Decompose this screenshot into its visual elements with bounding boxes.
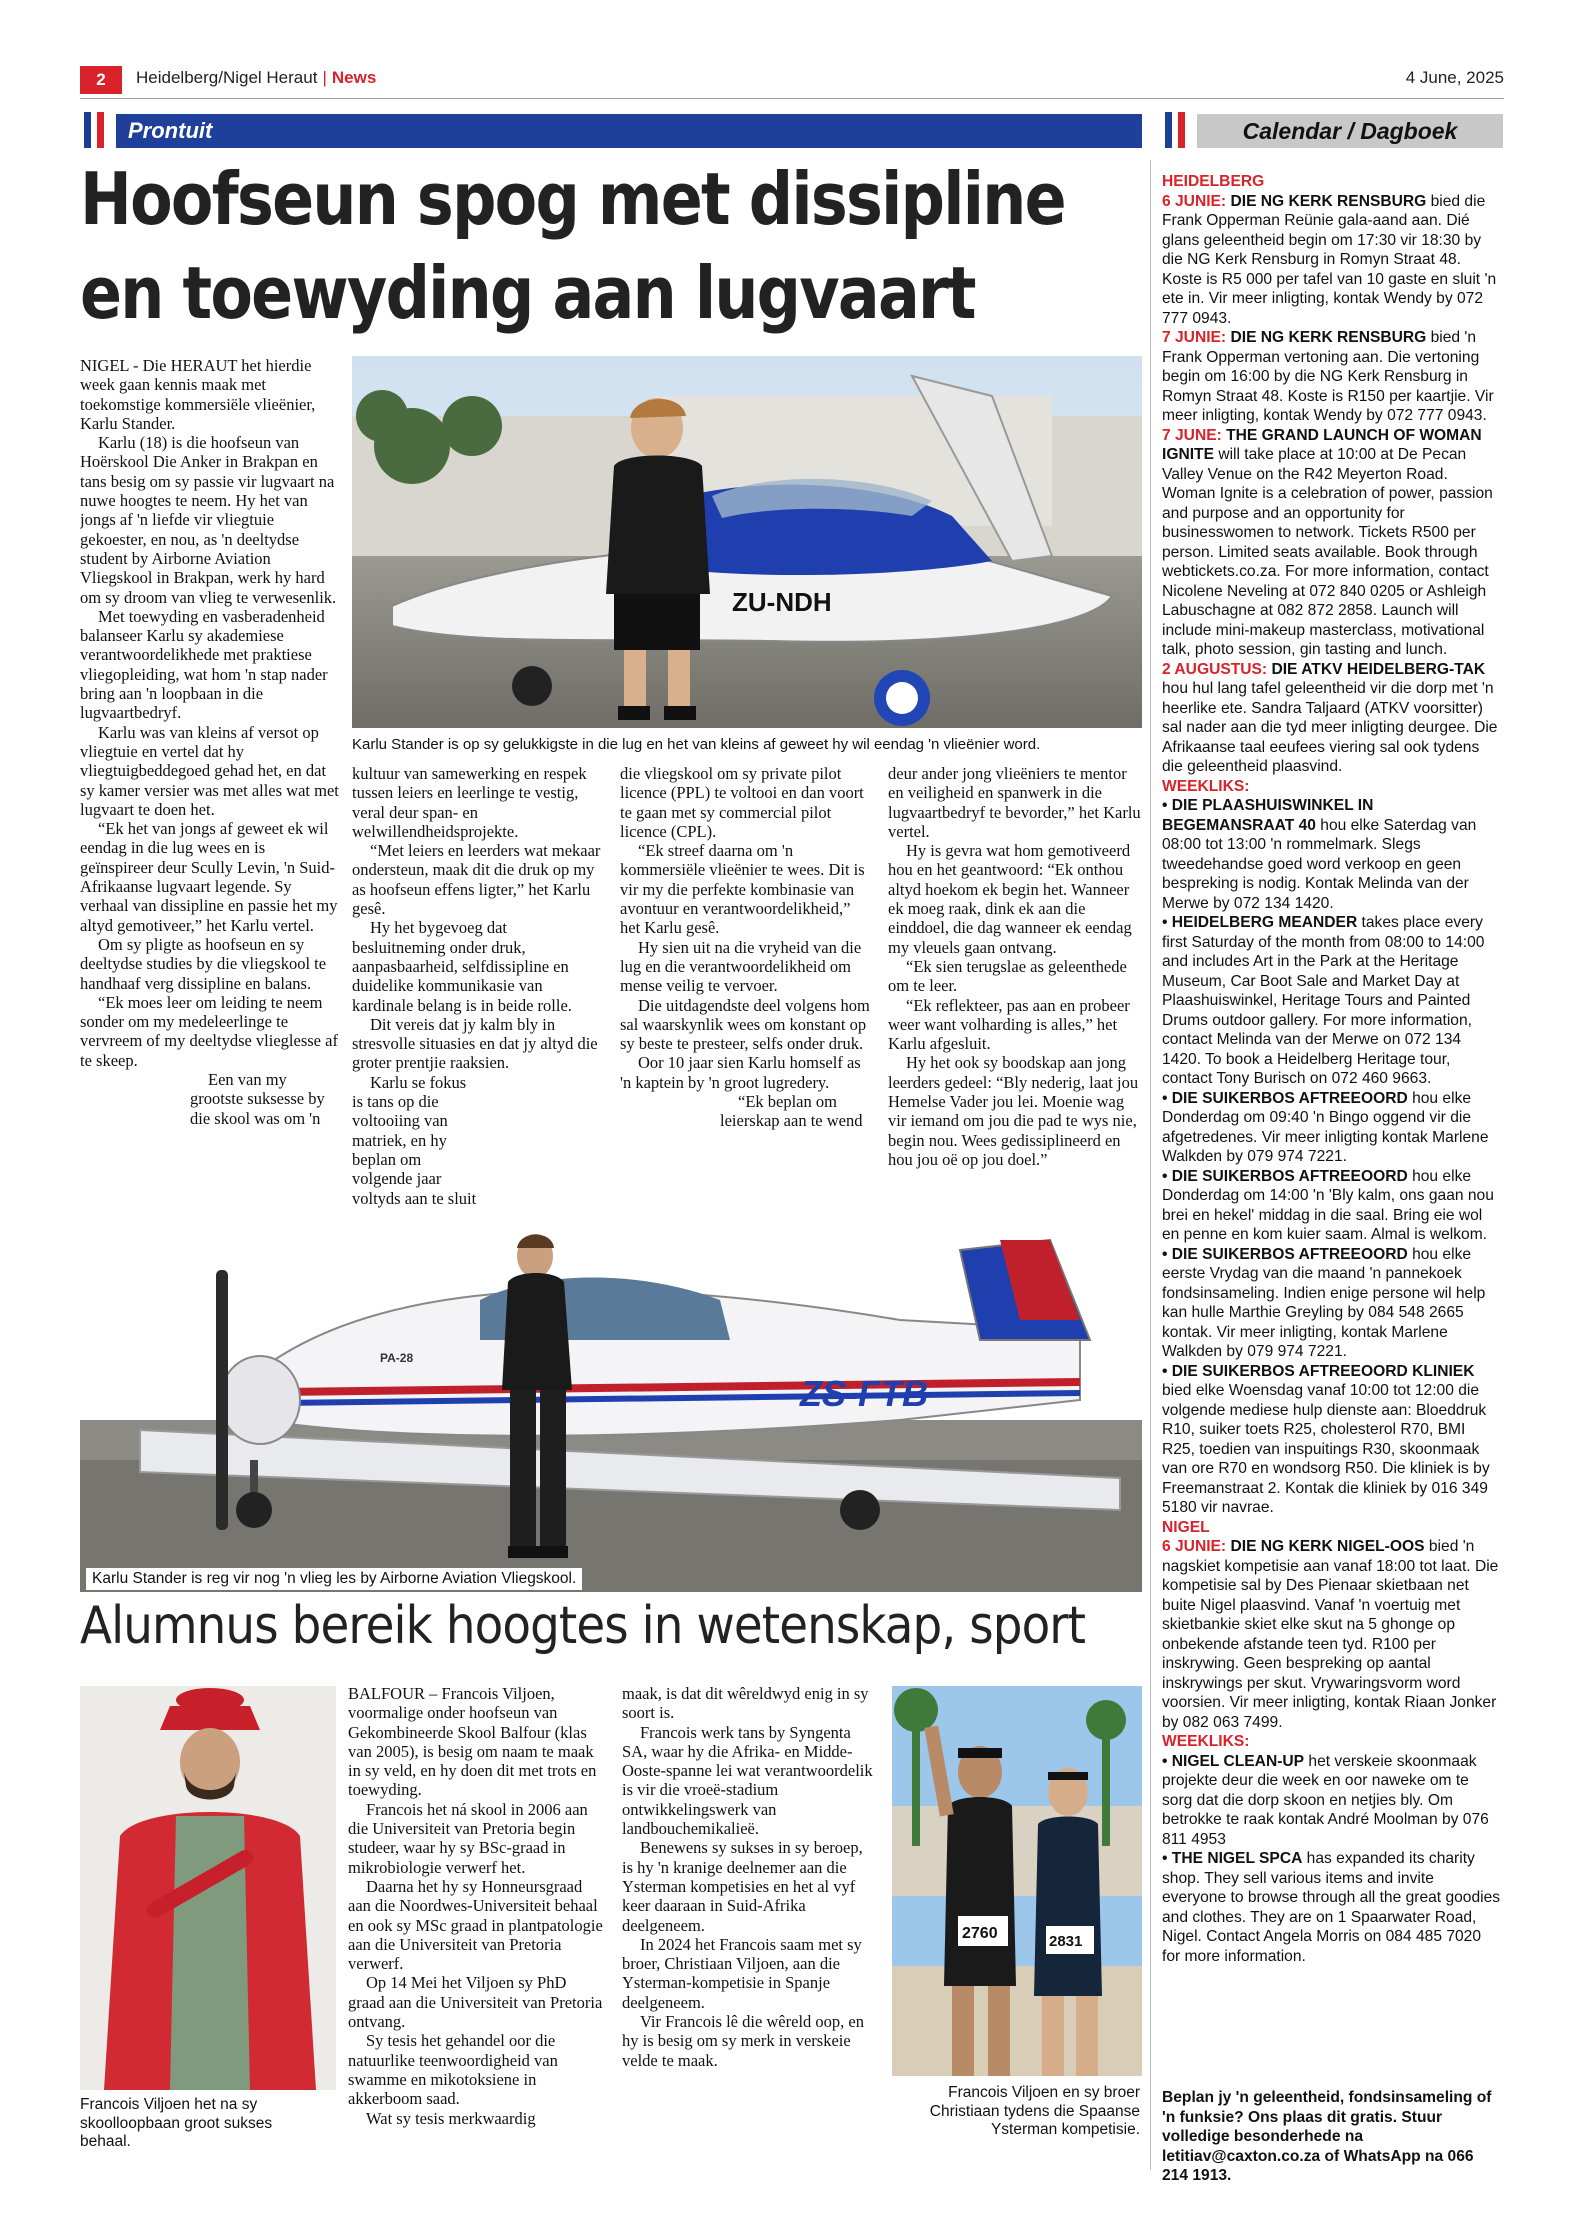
story2-column-2	[622, 1684, 876, 2070]
calendar-entry	[1162, 426, 1502, 660]
calendar-footer: Beplan jy 'n geleentheid, fondsinsameling of 'n funksie? Ons plaas dit gratis. Stuur volledige besonderhede na letitiav@caxton.co.za of WhatsApp na 066 214 1913.	[1162, 2089, 1492, 2184]
paragraph: “Ek streef daarna om 'n kommersiële vlieënier te wees. Dit is vir my die perfekte kombinasie van avontuur en verantwoordelikheid,” het Karlu gesê.	[620, 841, 865, 938]
calendar-entry-title: DIE PLAASHUISWINKEL IN BEGEMANSRAAT 40	[1162, 797, 1374, 834]
calendar-entry-title: NIGEL CLEAN-UP	[1171, 1752, 1305, 1770]
calendar-entry-title: DIE SUIKERBOS AFTREEOORD	[1171, 1089, 1408, 1107]
story2-headline: Alumnus bereik hoogtes in wetenskap, sport	[80, 1596, 1086, 1656]
page-number: 2	[80, 66, 122, 94]
calendar-entry-date: 7 JUNE:	[1162, 426, 1227, 444]
paragraph: Wat sy tesis merkwaardig	[366, 2108, 536, 2128]
calendar-entry	[1162, 913, 1502, 1089]
paragraph: Benewens sy sukses in sy beroep, is hy 'n kranige deelnemer aan die Ysterman kompetisies en het al vyf keer daaraan in Suid-Afrika deelgeneem.	[622, 1838, 863, 1935]
race-bib-number: 2760	[962, 1925, 998, 1942]
calendar-entry-title: DIE NG KERK RENSBURG	[1230, 192, 1427, 210]
calendar-town-heading: WEEKLIKS:	[1162, 777, 1250, 795]
calendar-entry-date: •	[1162, 1850, 1172, 1867]
calendar-town-heading: NIGEL	[1162, 1518, 1210, 1536]
paragraph: Hy is gevra wat hom gemotiveerd hou en het geantwoord: “Ek onthou altyd hoekom ek begin het. Wanneer ek moeg raak, dink ek aan die einddoel, die dag wanneer ek eendag my vleuels gaan ontvang.	[888, 841, 1132, 957]
calendar-entry	[1162, 1089, 1502, 1167]
paragraph: maak, is dat dit wêreldwyd enig in sy soort is.	[622, 1684, 869, 1723]
calendar-entry-title: THE GRAND LAUNCH OF WOMAN IGNITE	[1162, 426, 1482, 463]
calendar-entry-title: THE NIGEL SPCA	[1171, 1850, 1303, 1867]
publication-name: Heidelberg/Nigel Heraut	[136, 68, 318, 87]
paragraph: “Ek beplan om leierskap aan te wend	[720, 1092, 863, 1131]
paragraph: “Ek reflekteer, pas aan en probeer weer want volharding is alles,” het Karlu afgesluit.	[888, 995, 1130, 1054]
calendar-entry-title: DIE NG KERK RENSBURG	[1230, 329, 1427, 346]
paragraph: Om sy pligte as hoofseun en sy deeltydse studies by die vliegskool te handhaaf verg dissipline en balans.	[80, 934, 327, 993]
flag-stripes-icon	[1165, 112, 1185, 148]
calendar-entry	[1162, 1849, 1502, 1966]
paragraph: Hy sien uit na die vryheid van die lug en die verantwoordelikheid om mense veilig te vervoer.	[620, 937, 862, 996]
paragraph: “Ek moes leer om leiding te neem sonder om my medeleerlinge te vervreem of my deeltydse vlieglesse af te skeep.	[80, 992, 338, 1070]
calendar-entry-date: 6 JUNIE:	[1162, 1538, 1231, 1555]
photo-caption: Karlu Stander is op sy gelukkigste in die lug en het van kleins af geweet hy wil eendag 'n vlieënier word.	[352, 736, 1041, 753]
race-bib-number: 2831	[1049, 1933, 1083, 1950]
paragraph: deur ander jong vlieëniers te mentor en veiligheid en spanwerk in die lugvaartbedryf te bevorder,” het Karlu vertel.	[888, 764, 1141, 841]
story1-column-1	[80, 356, 342, 1296]
calendar-town-heading: HEIDELBERG	[1162, 173, 1265, 190]
photo-caption: Francois Viljoen het na sy skoolloopbaan groot sukses behaal.	[80, 2096, 273, 2150]
calendar-entry-title: DIE SUIKERBOS AFTREEOORD	[1171, 1245, 1408, 1263]
calendar-entry-body: hou elke Saterdag van 08:00 tot 13:00 'n rommelmark. Slegs tweedehandse goed word verkoop en geen bespreking is nodig. Kontak Melinda van der Merwe by 072 134 1420.	[1162, 816, 1477, 912]
calendar-entry-body: bied 'n nagskiet kompetisie aan vanaf 18:00 tot laat. Die kompetisie sal by Des Pienaar skietbaan net buite Nigel plaasvind. Vanaf 'n voertuig met skietbankie skiet elke skut na 5 ghonge op onbekende afstande teen tyd. R100 per inskrywing. Geen bespreking op aantal inskrywings per skut. Vrywaringsvorm word voorsien. Vir meer inligting, kontak Riaan Jonker by 082 063 7499.	[1162, 1538, 1499, 1731]
calendar-entry-date: •	[1162, 1245, 1172, 1263]
calendar-entry	[1162, 660, 1502, 777]
flag-stripes-icon	[84, 112, 104, 148]
header-rule	[80, 98, 1504, 99]
calendar-entry-body: het verskeie skoonmaak projekte deur die week en oor naweke om te sorg dat die dorp skoon en netjies bly. Om betrokke te raak kontak André Moolman by 076 811 4953	[1162, 1752, 1489, 1848]
calendar-entry-body: hou elke Donderdag om 09:40 'n Bingo oggend vir die afgetredenes. Vir meer inligting kontak Marlene Walkden by 079 974 7221.	[1162, 1089, 1489, 1165]
calendar-entry-title: DIE NG KERK NIGEL-OOS	[1230, 1538, 1425, 1555]
paragraph: Francois het ná skool in 2006 aan die Universiteit van Pretoria begin studeer, waar hy sy BSc-graad in mikrobiologie verwerf het.	[348, 1799, 588, 1877]
paragraph: Hy het bygevoeg dat besluitneming onder druk, aanpasbaarheid, selfdissipline en duidelike kommunikasie van kardinale belang is in beide rolle.	[352, 918, 572, 1015]
calendar-entry	[1162, 192, 1502, 329]
calendar-entry-body: hou hul lang tafel geleentheid vir die dorp met 'n heerlike ete. Sandra Taljaard (ATKV voorsitter) sal nader aan die tyd meer inligting deurgee. Die Afrikaanse taal eeufees viering sal ook tydens die geleentheid plaasvind.	[1162, 680, 1498, 775]
headline-line-2: en toewyding aan lugvaart	[80, 251, 975, 335]
paragraph: Hy het ook sy boodskap aan jong leerders gedeel: “Bly nederig, laat jou Hemelse Vader jou lei. Moenie wag vir iemand om jou die pad te wys nie, begin nou. Wees gedissiplineerd en hou jou oë op jou doel.”	[888, 1053, 1139, 1169]
calendar-entry-body: takes place every first Saturday of the month from 08:00 to 14:00 and includes Art in the Park at the Heritage Museum, Car Boot Sale and Market Day at Plaashuiswinkel, Heritage Tours and Painted Drums outdoor gallery. For more information, contact Melinda van der Merwe on 072 134 1420. To book a Heidelberg Heritage tour, contact Tony Burisch on 072 460 9663.	[1162, 914, 1485, 1087]
photo-ironman-brothers	[892, 1686, 1142, 2076]
section-banner: Prontuit	[116, 114, 1142, 148]
paragraph: Dit vereis dat jy kalm bly in stresvolle situasies en dat jy altyd die groter prentjie raaksien.	[352, 1014, 598, 1073]
paragraph: Francois werk tans by Syngenta SA, waar hy die Afrika- en Midde-Ooste-spanne lei wat verantwoordelik is vir die vroeë-stadium ontwikkelingswerk van landbouchemikalieë.	[622, 1722, 873, 1839]
paragraph: Karlu (18) is die hoofseun van Hoërskool Die Anker in Brakpan en tans besig om sy passie vir lugvaart na nuwe hoogtes te neem. Hy het van jongs af 'n liefde vir vliegtuie gekoester, en nou, as 'n deeltydse student by Airborne Aviation Vliegskool in Brakpan, werk hy hard om sy droom van vlieg te verwesenlik.	[80, 433, 337, 607]
story1-column-2	[352, 764, 602, 1227]
calendar-entry	[1162, 796, 1502, 913]
calendar-listing	[1162, 172, 1502, 1966]
calendar-entry-date: •	[1162, 1167, 1172, 1185]
story1-column-3	[620, 764, 872, 1131]
aircraft-model: PA-28	[380, 1351, 414, 1365]
paragraph: Karlu was van kleins af versot op vliegtuie en vertel dat hy vliegtuigbeddegoed gehad het, en dat sy kamer versier was met alles wat met lugvaart te doen het.	[80, 722, 339, 819]
calendar-entry-date: •	[1162, 797, 1172, 814]
calendar-entry	[1162, 328, 1502, 426]
photo-francois-graduation	[80, 1686, 336, 2090]
calendar-entry-body: bied die Frank Opperman Reünie gala-aand aan. Dié glans geleentheid begin om 17:30 vir 18:30 by die NG Kerk Rensburg in Romyn Straat 48. Koste is R5 000 per tafel van 10 gaste en sluit 'n ete in. Vir meer inligting, kontak Wendy by 072 777 0943.	[1162, 192, 1497, 327]
calendar-entry-body: bied 'n Frank Opperman vertoning aan. Die vertoning begin om 16:00 by die NG Kerk Rensburg in Romyn Straat 48. Koste is R150 per kaartjie. Vir meer inligting, kontak Wendy by 072 777 0943.	[1162, 329, 1494, 424]
paragraph: Sy tesis het gehandel oor die natuurlike teenwoordigheid van swamme en mikotoksiene in akkerboom saad.	[348, 2031, 558, 2109]
paragraph: kultuur van samewerking en respek tussen leiers en leerlinge te vestig, veral deur span- en welwillendheidsprojekte.	[352, 764, 587, 841]
calendar-entry	[1162, 1245, 1502, 1362]
calendar-entry	[1162, 1167, 1502, 1245]
calendar-entry-date: •	[1162, 1089, 1172, 1107]
paragraph: die vliegskool om sy private pilot licence (PPL) te voltooi en dan voort te gaan met sy commercial pilot licence (CPL).	[620, 764, 864, 841]
paragraph: BALFOUR – Francois Viljoen, voormalige onder hoofseun van Gekombineerde Skool Balfour (klas van 2005), is besig om naam te maak in sy veld, en hy doen dit met trots en toewyding.	[348, 1684, 597, 1800]
calendar-banner: Calendar / Dagboek	[1197, 114, 1503, 148]
paragraph: Karlu se fokus is tans op die voltooiing van matriek, en hy beplan om volgende jaar voltyds aan te sluit	[352, 1072, 477, 1208]
header-separator: |	[322, 68, 327, 87]
paragraph: Die uitdagendste deel volgens hom sal waarskynlik wees om konstant op sy beste te presteer, selfs onder druk.	[620, 995, 870, 1054]
aircraft-registration: ZU-NDH	[732, 587, 832, 617]
calendar-entry-date: 6 JUNIE:	[1162, 192, 1231, 210]
calendar-entry-date: •	[1162, 1752, 1172, 1770]
story1-column-4	[888, 764, 1142, 1169]
paragraph: Een van my grootste suksesse by die skool was om 'n	[190, 1069, 325, 1128]
paragraph: Oor 10 jaar sien Karlu homself as 'n kaptein by 'n groot lugredery.	[620, 1053, 861, 1092]
calendar-entry-body: hou elke Donderdag om 14:00 'n 'Bly kalm, ons gaan nou brei en hekel' middag in die saal. Bring eie wol en penne en kom kuier saam. Almal is welkom.	[1162, 1167, 1494, 1243]
calendar-entry-title: DIE SUIKERBOS AFTREEOORD KLINIEK	[1171, 1362, 1475, 1380]
calendar-town-heading: WEEKLIKS:	[1162, 1733, 1250, 1750]
paragraph: Op 14 Mei het Viljoen sy PhD graad aan die Universiteit van Pretoria ontvang.	[348, 1973, 603, 2032]
calendar-entry-title: DIE ATKV HEIDELBERG-TAK	[1271, 660, 1486, 678]
paragraph: NIGEL - Die HERAUT het hierdie week gaan kennis maak met toekomstige kommersiële vlieënier, Karlu Stander.	[80, 356, 316, 433]
paragraph: In 2024 het Francois saam met sy broer, Christiaan Viljoen, aan die Ysterman-kompetisie in Spanje deelgeneem.	[622, 1934, 862, 2012]
calendar-entry-body: has expanded its charity shop. They sell various items and invite everyone to browse through all the great goodies and clothes. They are on 1 Spaarwater Road, Nigel. Contact Angela Morris on 084 485 7020 for more information.	[1162, 1850, 1501, 1965]
paragraph: Vir Francois lê die wêreld oop, en hy is besig om sy merk in verskeie velde te maak.	[622, 2012, 864, 2070]
paragraph: “Ek sien terugslae as geleenthede om te leer.	[888, 956, 1127, 996]
calendar-entry-date: •	[1162, 1362, 1172, 1380]
photo-karlu-piper	[80, 1210, 1142, 1592]
calendar-entry-body: hou elke eerste Vrydag van die maand 'n pannekoek fondsinsameling. Indien enige persone wil help kan hulle Marthie Greyling by 084 548 2665 kontak. Vir meer inligting, kontak Marlene Walkden by 079 974 7221.	[1162, 1245, 1486, 1360]
paragraph: “Ek het van jongs af geweet ek wil eendag in die lug wees en is geïnspireer deur Scully Levin, 'n Suid-Afrikaanse lugvaart legende. Sy verhaal van dissipline en passie het my altyd gemotiveer,” het Karlu vertel.	[80, 819, 338, 935]
photo-caption: Francois Viljoen en sy broer Christiaan tydens die Spaanse Ysterman kompetisie.	[929, 2084, 1140, 2138]
calendar-entry-date: 7 JUNIE:	[1162, 329, 1231, 346]
paragraph: “Met leiers en leerders wat mekaar ondersteun, maak dit die druk op my as hoofseun effens ligter,” het Karlu gesê.	[352, 841, 601, 919]
calendar-entry-title: DIE SUIKERBOS AFTREEOORD	[1171, 1167, 1408, 1185]
paragraph: Met toewyding en vasberadenheid balanseer Karlu sy akademiese verantwoordelikhede met praktiese vliegopleiding, wat hom 'n stap nader bring aan 'n loopbaan in die lugvaartbedryf.	[80, 606, 328, 723]
story2-column-1	[348, 1684, 606, 2128]
publication-line	[136, 68, 376, 88]
photo-karlu-aircraft	[352, 356, 1142, 728]
photo-caption: Karlu Stander is reg vir nog 'n vlieg les by Airborne Aviation Vliegskool.	[86, 1568, 582, 1590]
calendar-entry-date: •	[1162, 914, 1172, 931]
story1-headline	[80, 152, 1146, 340]
headline-line-1: Hoofseun spog met dissipline	[80, 157, 1065, 241]
aircraft-registration: ZS-FTB	[800, 1373, 928, 1414]
calendar-entry-body: will take place at 10:00 at De Pecan Valley Venue on the R42 Meyerton Road. Woman Ignite is a celebration of power, passion and purpose and an opportunity for businesswomen to network. Tickets R500 per person. Limited seats available. Book through webtickets.co.za. For more information, contact Nicolene Neveling at 072 840 0205 or Ashleigh Labuschagne at 082 872 2858. Launch will include mini-makeup masterclass, motivational talk, photo session, gin tasting and lunch.	[1162, 446, 1493, 658]
issue-date: 4 June, 2025	[1405, 68, 1504, 87]
paragraph: Daarna het hy sy Honneursgraad aan die Noordwes-Universiteit behaal en ook sy MSc graad in plantpatologie aan die Universiteit van Pretoria verwerf.	[348, 1876, 603, 1974]
section-name: News	[331, 68, 377, 87]
calendar-entry-date: 2 AUGUSTUS:	[1162, 660, 1272, 678]
column-divider	[1150, 160, 1151, 2170]
calendar-entry-title: HEIDELBERG MEANDER	[1171, 914, 1358, 931]
calendar-entry	[1162, 1362, 1502, 1518]
calendar-entry-body: bied elke Woensdag vanaf 10:00 tot 12:00 die volgende mediese hulp dienste aan: Bloeddruk R10, suiker toets R25, cholesterol R70, BMI R25, toedien van inspuitings R30, skoonmaak van ore R70 en wondsorg R50. Die kliniek is by Freemanstraat 2. Kontak die kliniek by 016 349 5180 vir navrae.	[1162, 1382, 1490, 1516]
calendar-entry	[1162, 1752, 1502, 1850]
calendar-entry	[1162, 1537, 1502, 1732]
